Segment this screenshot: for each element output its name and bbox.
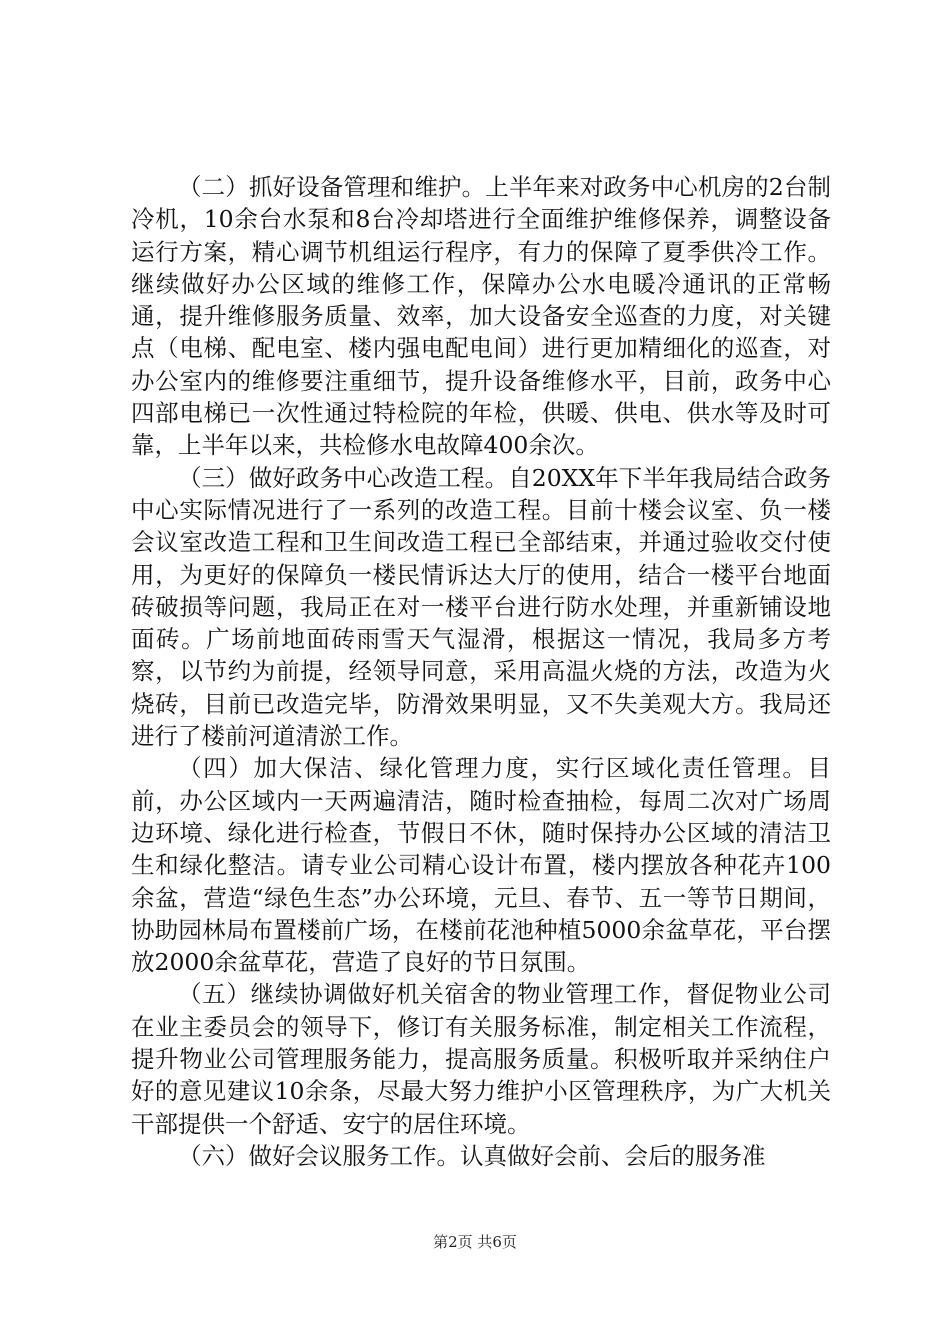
paragraph-equipment-maintenance: （二）抓好设备管理和维护。上半年来对政务中心机房的2台制冷机，10余台水泵和8台冷却塔进行全面维护维修保养，调整设备运行方案，精心调节机组运行程序，有力的保障了夏季供冷工作。继续做好办公区域的维修工作，保障办公水电暖冷通讯的正常畅通，提升维修服务质量、效率，加大设备安全巡查的力度，对关键点（电梯、配电室、楼内强电配电间）进行更加精细化的巡查，对办公室内的维修要注重细节，提升设备维修水平，目前，政务中心四部电梯已一次性通过特检院的年检，供暖、供电、供水等及时可靠，上半年以来，共检修水电故障400余次。: [131, 173, 831, 460]
paragraph-renovation-project: （三）做好政务中心改造工程。自20XX年下半年我局结合政务中心实际情况进行了一系列的改造工程。目前十楼会议室、负一楼会议室改造工程和卫生间改造工程已全部结束，并通过验收交付使用，为更好的保障负一楼民情诉达大厅的使用，结合一楼平台地面砖破损等问题，我局正在对一楼平台进行防水处理，并重新铺设地面砖。广场前地面砖雨雪天气湿滑，根据这一情况，我局多方考察，以节约为前提，经领导同意，采用高温火烧的方法，改造为火烧砖，目前已改造完毕，防滑效果明显，又不失美观大方。我局还进行了楼前河道清淤工作。: [131, 463, 831, 751]
paragraph-cleaning-greening: （四）加大保洁、绿化管理力度，实行区域化责任管理。目前，办公区域内一天两遍清洁，随时检查抽检，每周二次对广场周边环境、绿化进行检查，节假日不休，随时保持办公区域的清洁卫生和绿化整洁。请专业公司精心设计布置，楼内摆放各种花卉100余盆，营造“绿色生态”办公环境，元旦、春节、五一等节日期间，协助园林局布置楼前广场，在楼前花池种植5000余盆草花，平台摆放2000余盆草花，营造了良好的节日氛围。: [131, 754, 831, 977]
paragraph-property-management: （五）继续协调做好机关宿舍的物业管理工作，督促物业公司在业主委员会的领导下，修订有关服务标准，制定相关工作流程，提升物业公司管理服务能力，提高服务质量。积极听取并采纳住户好的意见建议10余条，尽最大努力维护小区管理秩序，为广大机关干部提供一个舒适、安宁的居住环境。: [131, 980, 831, 1138]
page-number-footer: 第2页 共6页: [433, 1233, 517, 1251]
document-body: [131, 171, 831, 1172]
paragraph-meeting-service: （六）做好会议服务工作。认真做好会前、会后的服务准: [178, 1141, 766, 1170]
